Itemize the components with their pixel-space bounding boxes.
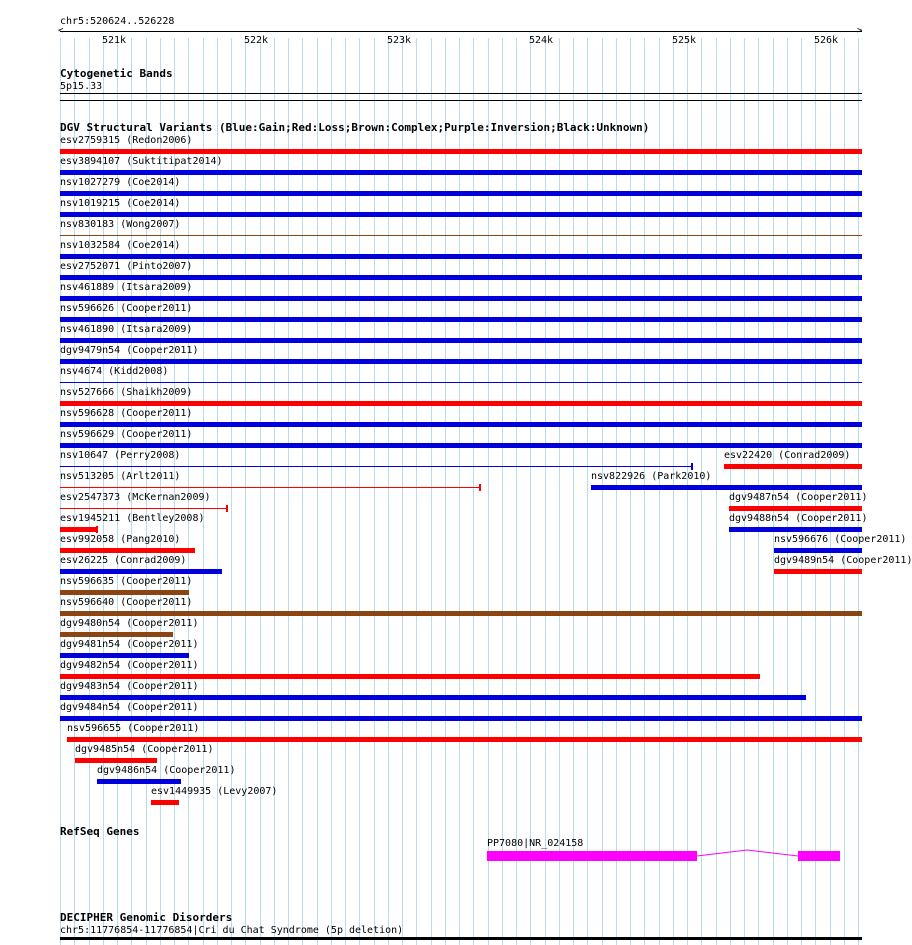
dgv-variant-label[interactable]: esv1449935 (Levy2007) bbox=[151, 786, 278, 797]
ruler-tick-label: 525k bbox=[672, 35, 697, 46]
dgv-variant-label[interactable]: nsv596676 (Cooper2011) bbox=[774, 534, 907, 545]
dgv-variant-label[interactable]: nsv830183 (Wong2007) bbox=[60, 219, 181, 230]
dgv-variant-bar[interactable] bbox=[60, 317, 862, 322]
dgv-variant-bar[interactable] bbox=[60, 338, 862, 343]
dgv-variant-bar[interactable] bbox=[60, 569, 222, 574]
cytoband-track-title: Cytogenetic Bands bbox=[60, 67, 173, 80]
dgv-variant-bar[interactable] bbox=[60, 212, 862, 217]
refseq-gene-label[interactable]: PP7080|NR_024158 bbox=[487, 838, 584, 849]
dgv-track-title: DGV Structural Variants (Blue:Gain;Red:Loss;Brown:Complex;Purple:Inversion;Black:Unknown) bbox=[60, 121, 650, 134]
dgv-variant-label[interactable]: nsv461889 (Itsara2009) bbox=[60, 282, 193, 293]
dgv-variant-bar[interactable] bbox=[60, 632, 173, 637]
dgv-variant-label[interactable]: nsv1019215 (Coe2014) bbox=[60, 198, 181, 209]
dgv-variant-bar[interactable] bbox=[774, 548, 862, 553]
dgv-variant-label[interactable]: nsv596655 (Cooper2011) bbox=[67, 723, 200, 734]
dgv-variant-bar[interactable] bbox=[60, 695, 806, 700]
dgv-variant-bar[interactable] bbox=[60, 149, 862, 154]
dgv-variant-label[interactable]: nsv4674 (Kidd2008) bbox=[60, 366, 169, 377]
dgv-variant-bar[interactable] bbox=[60, 401, 862, 406]
dgv-variant-bar[interactable] bbox=[60, 275, 862, 280]
dgv-variant-label[interactable]: nsv596640 (Cooper2011) bbox=[60, 597, 193, 608]
gene-exon[interactable] bbox=[798, 851, 840, 861]
dgv-variant-label[interactable]: esv2547373 (McKernan2009) bbox=[60, 492, 211, 503]
dgv-variant-bar[interactable] bbox=[60, 382, 862, 383]
decipher-feature-bar[interactable] bbox=[60, 937, 862, 940]
dgv-variant-label[interactable]: esv26225 (Conrad2009) bbox=[60, 555, 187, 566]
dgv-variant-label[interactable]: nsv10647 (Perry2008) bbox=[60, 450, 181, 461]
ruler-right-arrow-icon: > bbox=[857, 26, 863, 36]
dgv-variant-label[interactable]: esv992058 (Pang2010) bbox=[60, 534, 181, 545]
dgv-variant-endcap bbox=[226, 505, 228, 512]
decipher-entry-label[interactable]: chr5:11776854-11776854|Cri du Chat Syndrome (5p deletion) bbox=[60, 925, 404, 936]
dgv-variant-bar[interactable] bbox=[591, 485, 862, 490]
cytoband-bottom-line bbox=[60, 100, 862, 101]
ruler-tick-label: 523k bbox=[387, 35, 412, 46]
dgv-variant-label[interactable]: esv1945211 (Bentley2008) bbox=[60, 513, 205, 524]
dgv-variant-label[interactable]: dgv9488n54 (Cooper2011) bbox=[729, 513, 868, 524]
dgv-variant-label[interactable]: nsv513205 (Arlt2011) bbox=[60, 471, 181, 482]
dgv-variant-bar[interactable] bbox=[60, 466, 692, 467]
dgv-variant-bar[interactable] bbox=[774, 569, 862, 574]
ruler-tick-label: 526k bbox=[814, 35, 839, 46]
dgv-variant-label[interactable]: nsv596629 (Cooper2011) bbox=[60, 429, 193, 440]
gene-exon[interactable] bbox=[487, 851, 697, 861]
dgv-variant-label[interactable]: esv3894107 (Suktitipat2014) bbox=[60, 156, 223, 167]
dgv-variant-bar[interactable] bbox=[60, 590, 189, 595]
ruler-tick-label: 522k bbox=[244, 35, 269, 46]
dgv-variant-label[interactable]: nsv596628 (Cooper2011) bbox=[60, 408, 193, 419]
dgv-variant-bar[interactable] bbox=[729, 527, 862, 532]
ruler-tick-label: 524k bbox=[529, 35, 554, 46]
ruler-tick-label: 521k bbox=[102, 35, 127, 46]
dgv-variant-bar[interactable] bbox=[60, 422, 862, 427]
dgv-variant-label[interactable]: dgv9485n54 (Cooper2011) bbox=[75, 744, 214, 755]
cytoband-top-line bbox=[60, 93, 862, 94]
dgv-variant-label[interactable]: nsv1027279 (Coe2014) bbox=[60, 177, 181, 188]
dgv-variant-label[interactable]: nsv596626 (Cooper2011) bbox=[60, 303, 193, 314]
dgv-variant-bar[interactable] bbox=[60, 527, 97, 532]
dgv-variant-bar[interactable] bbox=[60, 191, 862, 196]
dgv-variant-label[interactable]: nsv822926 (Park2010) bbox=[591, 471, 712, 482]
dgv-variant-label[interactable]: nsv461890 (Itsara2009) bbox=[60, 324, 193, 335]
dgv-variant-bar[interactable] bbox=[60, 296, 862, 301]
dgv-variant-bar[interactable] bbox=[724, 464, 862, 469]
dgv-variant-bar[interactable] bbox=[151, 800, 179, 805]
dgv-variant-bar[interactable] bbox=[60, 653, 189, 658]
dgv-variant-label[interactable]: esv2759315 (Redon2006) bbox=[60, 135, 193, 146]
dgv-variant-label[interactable]: dgv9481n54 (Cooper2011) bbox=[60, 639, 199, 650]
dgv-variant-label[interactable]: esv22420 (Conrad2009) bbox=[724, 450, 851, 461]
dgv-variant-bar[interactable] bbox=[60, 235, 862, 236]
dgv-variant-endcap bbox=[479, 484, 481, 491]
dgv-variant-bar[interactable] bbox=[60, 548, 195, 553]
ruler-range-label: chr5:520624..526228 bbox=[60, 16, 175, 27]
dgv-variant-label[interactable]: dgv9482n54 (Cooper2011) bbox=[60, 660, 199, 671]
cytoband-label: 5p15.33 bbox=[60, 81, 103, 92]
decipher-track-title: DECIPHER Genomic Disorders bbox=[60, 911, 233, 924]
dgv-variant-label[interactable]: dgv9484n54 (Cooper2011) bbox=[60, 702, 199, 713]
dgv-variant-bar[interactable] bbox=[60, 443, 862, 448]
dgv-variant-label[interactable]: dgv9486n54 (Cooper2011) bbox=[97, 765, 236, 776]
dgv-variant-bar[interactable] bbox=[67, 737, 862, 742]
dgv-variant-endcap bbox=[96, 526, 98, 533]
dgv-variant-label[interactable]: nsv1032584 (Coe2014) bbox=[60, 240, 181, 251]
dgv-variant-bar[interactable] bbox=[60, 487, 480, 488]
dgv-variant-bar[interactable] bbox=[97, 779, 181, 784]
ruler-left-arrow-icon: < bbox=[58, 26, 64, 36]
dgv-variant-label[interactable]: dgv9483n54 (Cooper2011) bbox=[60, 681, 199, 692]
dgv-variant-label[interactable]: dgv9487n54 (Cooper2011) bbox=[729, 492, 868, 503]
dgv-variant-bar[interactable] bbox=[60, 716, 862, 721]
dgv-variant-bar[interactable] bbox=[75, 758, 157, 763]
dgv-variant-label[interactable]: nsv596635 (Cooper2011) bbox=[60, 576, 193, 587]
dgv-variant-endcap bbox=[691, 463, 693, 470]
dgv-variant-bar[interactable] bbox=[60, 254, 862, 259]
gene-intron-line bbox=[697, 850, 798, 856]
dgv-variant-label[interactable]: dgv9480n54 (Cooper2011) bbox=[60, 618, 199, 629]
dgv-variant-label[interactable]: dgv9489n54 (Cooper2011) bbox=[774, 555, 912, 566]
dgv-variant-label[interactable]: nsv527666 (Shaikh2009) bbox=[60, 387, 193, 398]
dgv-variant-bar[interactable] bbox=[60, 359, 862, 364]
dgv-variant-bar[interactable] bbox=[729, 506, 862, 511]
dgv-variant-bar[interactable] bbox=[60, 508, 227, 509]
dgv-variant-bar[interactable] bbox=[60, 611, 862, 616]
dgv-variant-bar[interactable] bbox=[60, 674, 760, 679]
ruler-axis bbox=[60, 31, 862, 32]
gene-intron bbox=[697, 847, 798, 859]
dgv-variant-label[interactable]: dgv9479n54 (Cooper2011) bbox=[60, 345, 199, 356]
dgv-variant-label[interactable]: esv2752071 (Pinto2007) bbox=[60, 261, 193, 272]
dgv-variant-bar[interactable] bbox=[60, 170, 862, 175]
refseq-track-title: RefSeq Genes bbox=[60, 825, 140, 838]
